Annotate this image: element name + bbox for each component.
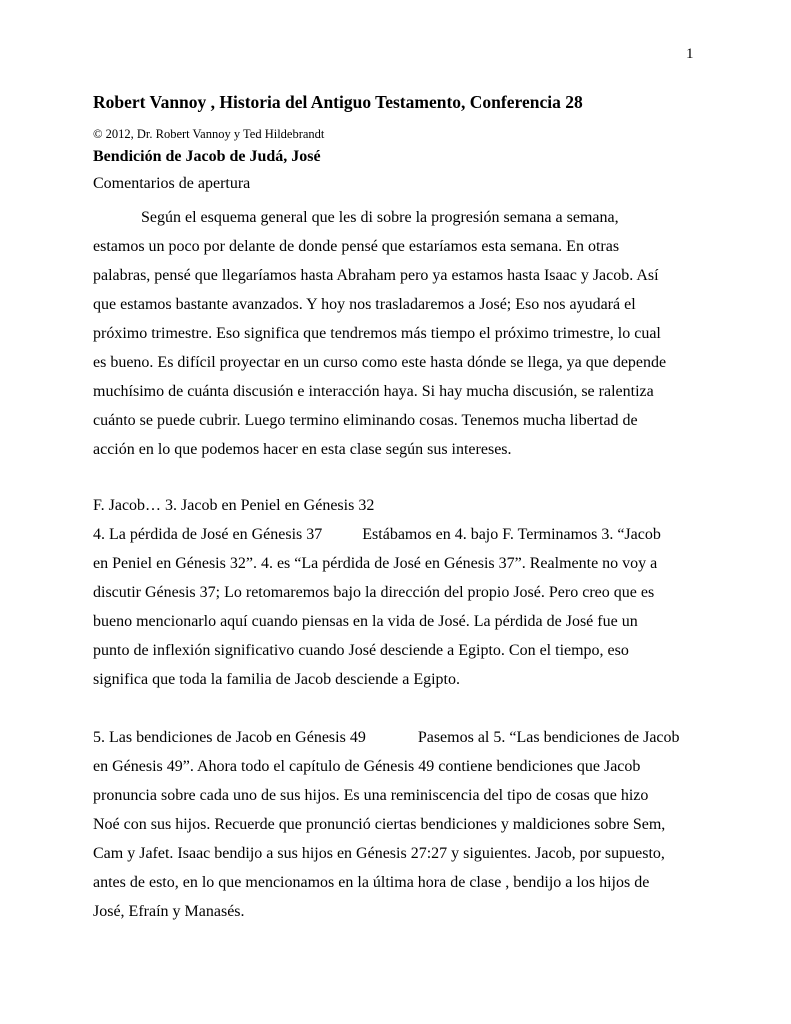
paragraph-line: bueno mencionarlo aquí cuando piensas en la vida de José. La pérdida de José fue un (93, 613, 638, 630)
paragraph-line: en Génesis 49”. Ahora todo el capítulo de Génesis 49 contiene bendiciones que Jacob (93, 758, 641, 775)
paragraph-line: en Peniel en Génesis 32”. 4. es “La pérdida de José en Génesis 37”. Realmente no voy a (93, 555, 658, 572)
page-number: 1 (686, 46, 694, 62)
opening-comments-label: Comentarios de apertura (93, 175, 251, 192)
section-5-heading: 5. Las bendiciones de Jacob en Génesis 49 (93, 729, 366, 746)
paragraph-line: Cam y Jafet. Isaac bendijo a sus hijos en Génesis 27:27 y siguientes. Jacob, por supuesto, (93, 845, 665, 862)
outline-heading: F. Jacob… 3. Jacob en Peniel en Génesis 32 (93, 497, 375, 514)
section-5-first-line (93, 729, 680, 747)
paragraph-line: José, Efraín y Manasés. (93, 903, 245, 920)
paragraph-line: significa que toda la familia de Jacob desciende a Egipto. (93, 671, 460, 688)
document-subtitle: Bendición de Jacob de Judá, José (93, 148, 321, 165)
paragraph-line: punto de inflexión significativo cuando José desciende a Egipto. Con el tiempo, eso (93, 642, 629, 659)
paragraph-line: palabras, pensé que llegaríamos hasta Abraham pero ya estamos hasta Isaac y Jacob. Así (93, 267, 659, 284)
paragraph-line: antes de esto, en lo que mencionamos en la última hora de clase , bendijo a los hijos de (93, 874, 650, 891)
paragraph-line: Noé con sus hijos. Recuerde que pronunció ciertas bendiciones y maldiciones sobre Sem, (93, 816, 666, 833)
paragraph-line: pronuncia sobre cada uno de sus hijos. Es una reminiscencia del tipo de cosas que hizo (93, 787, 649, 804)
paragraph-line: cuánto se puede cubrir. Luego termino eliminando cosas. Tenemos mucha libertad de (93, 412, 638, 429)
paragraph-line: Según el esquema general que les di sobre la progresión semana a semana, (141, 209, 619, 226)
paragraph-line: acción en lo que podemos hacer en esta clase según sus intereses. (93, 441, 512, 458)
copyright-notice: © 2012, Dr. Robert Vannoy y Ted Hildebrandt (93, 127, 325, 141)
paragraph-line: estamos un poco por delante de donde pensé que estaríamos esta semana. En otras (93, 238, 620, 255)
section-4-first-line-text: Estábamos en 4. bajo F. Terminamos 3. “Jacob (362, 526, 661, 543)
section-5-first-line-text: Pasemos al 5. “Las bendiciones de Jacob (417, 729, 680, 746)
paragraph-line: discutir Génesis 37; Lo retomaremos bajo la dirección del propio José. Pero creo que es (93, 584, 655, 601)
paragraph-line: que estamos bastante avanzados. Y hoy nos trasladaremos a José; Eso nos ayudará el (93, 296, 636, 313)
section-4-first-line (93, 526, 661, 544)
document-title: Robert Vannoy , Historia del Antiguo Testamento, Conferencia 28 (93, 92, 583, 112)
paragraph-line: es bueno. Es difícil proyectar en un curso como este hasta dónde se llega, ya que depende (93, 354, 667, 371)
section-4-heading: 4. La pérdida de José en Génesis 37 (93, 526, 323, 543)
paragraph-line: muchísimo de cuánta discusión e interacción haya. Si hay mucha discusión, se ralentiza (93, 383, 654, 400)
paragraph-line: próximo trimestre. Eso significa que tendremos más tiempo el próximo trimestre, lo cual (93, 325, 661, 342)
